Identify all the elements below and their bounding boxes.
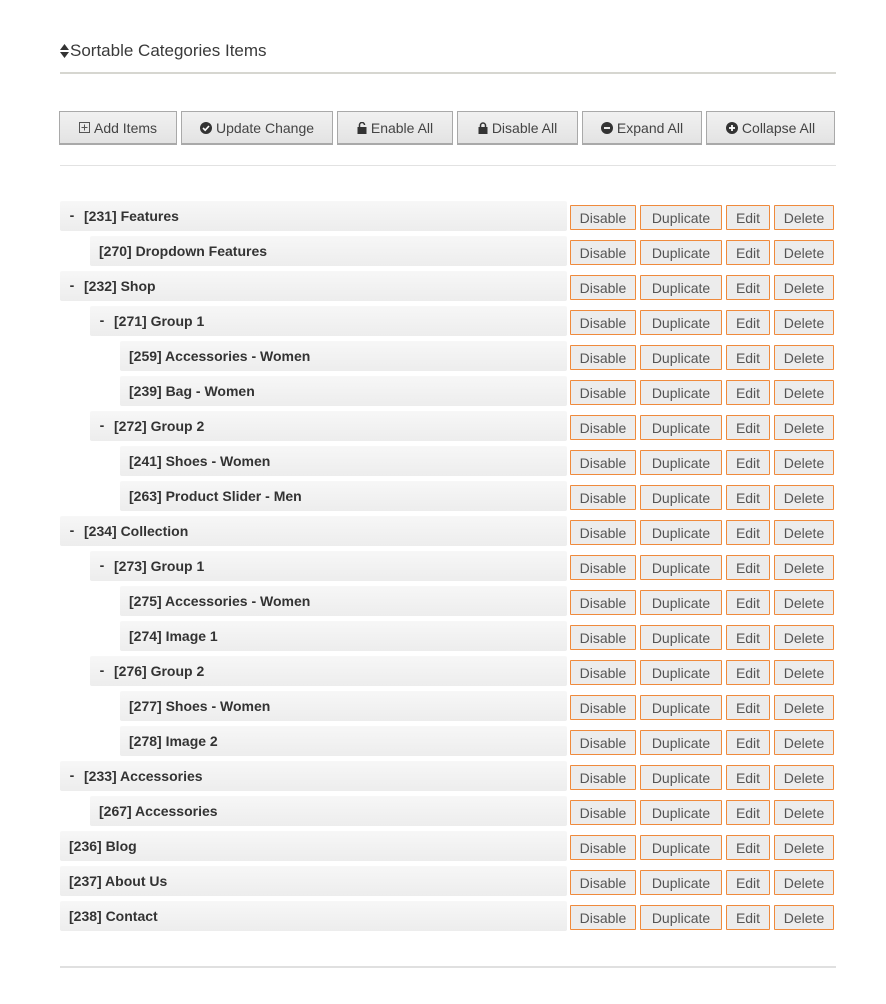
disable-button[interactable]: Disable — [570, 240, 636, 265]
tree-row-label: [276] Group 2 — [114, 663, 205, 679]
tree-row-label: [273] Group 1 — [114, 558, 205, 574]
tree-row[interactable] — [0, 656, 886, 686]
duplicate-button[interactable]: Duplicate — [640, 625, 722, 650]
delete-button[interactable]: Delete — [774, 555, 834, 580]
tree-row-label: [277] Shoes - Women — [129, 698, 271, 714]
disable-button[interactable]: Disable — [570, 590, 636, 615]
edit-button[interactable]: Edit — [726, 835, 770, 860]
disable-button[interactable]: Disable — [570, 310, 636, 335]
edit-button[interactable]: Edit — [726, 730, 770, 755]
sort-icon[interactable] — [60, 44, 69, 58]
disable-button[interactable]: Disable — [570, 485, 636, 510]
add-items-button[interactable] — [59, 111, 177, 145]
duplicate-button[interactable]: Duplicate — [640, 905, 722, 930]
expand-all-button[interactable] — [582, 111, 702, 145]
row-actions — [570, 345, 834, 370]
collapse-toggle-icon[interactable]: - — [69, 207, 75, 223]
edit-button[interactable]: Edit — [726, 590, 770, 615]
row-actions — [570, 660, 834, 685]
disable-button[interactable]: Disable — [570, 695, 636, 720]
disable-button[interactable]: Disable — [570, 730, 636, 755]
disable-button[interactable]: Disable — [570, 520, 636, 545]
row-actions — [570, 870, 834, 895]
duplicate-button[interactable]: Duplicate — [640, 695, 722, 720]
edit-button[interactable]: Edit — [726, 345, 770, 370]
delete-button[interactable]: Delete — [774, 730, 834, 755]
duplicate-button[interactable]: Duplicate — [640, 730, 722, 755]
row-actions — [570, 380, 834, 405]
edit-button[interactable]: Edit — [726, 660, 770, 685]
row-actions — [570, 240, 834, 265]
edit-button[interactable]: Edit — [726, 555, 770, 580]
tree-row[interactable] — [0, 376, 886, 406]
plus-square-icon — [79, 122, 94, 133]
delete-button[interactable]: Delete — [774, 485, 834, 510]
tree-row-label: [237] About Us — [69, 873, 168, 889]
minus-circle-icon — [601, 122, 617, 134]
duplicate-button[interactable]: Duplicate — [640, 800, 722, 825]
tree-row-label: [233] Accessories — [84, 768, 203, 784]
delete-button[interactable]: Delete — [774, 800, 834, 825]
tree-row-label: [241] Shoes - Women — [129, 453, 271, 469]
check-circle-icon — [200, 122, 216, 134]
tree-row-label: [239] Bag - Women — [129, 383, 255, 399]
plus-circle-icon — [726, 122, 742, 134]
tree-row-label: [275] Accessories - Women — [129, 593, 311, 609]
tree-row-label: [263] Product Slider - Men — [129, 488, 302, 504]
row-actions — [570, 800, 834, 825]
duplicate-button[interactable]: Duplicate — [640, 275, 722, 300]
edit-button[interactable]: Edit — [726, 205, 770, 230]
row-actions — [570, 625, 834, 650]
tree-row[interactable] — [0, 586, 886, 616]
edit-button[interactable]: Edit — [726, 380, 770, 405]
delete-button[interactable]: Delete — [774, 625, 834, 650]
tree-row-label: [231] Features — [84, 208, 179, 224]
unlock-icon — [357, 122, 371, 134]
toolbar-button-label: Collapse All — [741, 119, 816, 136]
tree-row-label: [232] Shop — [84, 278, 156, 294]
edit-button[interactable]: Edit — [726, 870, 770, 895]
tree-row[interactable] — [0, 236, 886, 266]
lock-icon — [478, 122, 492, 134]
delete-button[interactable]: Delete — [774, 380, 834, 405]
delete-button[interactable]: Delete — [774, 240, 834, 265]
delete-button[interactable]: Delete — [774, 660, 834, 685]
edit-button[interactable]: Edit — [726, 450, 770, 475]
edit-button[interactable]: Edit — [726, 520, 770, 545]
toolbar-button-label: Disable All — [491, 119, 558, 136]
row-actions — [570, 835, 834, 860]
row-actions — [570, 765, 834, 790]
disable-button[interactable]: Disable — [570, 450, 636, 475]
edit-button[interactable]: Edit — [726, 765, 770, 790]
row-actions — [570, 205, 834, 230]
tree-row[interactable] — [0, 691, 886, 721]
delete-button[interactable]: Delete — [774, 905, 834, 930]
collapse-toggle-icon[interactable]: - — [99, 557, 105, 573]
disable-button[interactable]: Disable — [570, 345, 636, 370]
delete-button[interactable]: Delete — [774, 415, 834, 440]
delete-button[interactable]: Delete — [774, 765, 834, 790]
duplicate-button[interactable]: Duplicate — [640, 240, 722, 265]
tree-row[interactable] — [0, 831, 886, 861]
toolbar-button-label: Expand All — [616, 119, 684, 136]
tree-row[interactable] — [0, 446, 886, 476]
tree-row[interactable] — [0, 551, 886, 581]
tree-row-label: [236] Blog — [69, 838, 137, 854]
delete-button[interactable]: Delete — [774, 205, 834, 230]
duplicate-button[interactable]: Duplicate — [640, 765, 722, 790]
delete-button[interactable]: Delete — [774, 345, 834, 370]
duplicate-button[interactable]: Duplicate — [640, 415, 722, 440]
delete-button[interactable]: Delete — [774, 870, 834, 895]
tree-row[interactable] — [0, 726, 886, 756]
tree-row[interactable] — [0, 866, 886, 896]
row-actions — [570, 590, 834, 615]
tree-row-label: [234] Collection — [84, 523, 189, 539]
disable-button[interactable]: Disable — [570, 835, 636, 860]
row-actions — [570, 555, 834, 580]
tree-row[interactable] — [0, 481, 886, 511]
tree-row[interactable] — [0, 411, 886, 441]
tree-row-label: [238] Contact — [69, 908, 158, 924]
row-actions — [570, 730, 834, 755]
duplicate-button[interactable]: Duplicate — [640, 660, 722, 685]
disable-button[interactable]: Disable — [570, 660, 636, 685]
toolbar-button-label: Enable All — [370, 119, 434, 136]
tree-row[interactable] — [0, 201, 886, 231]
row-actions — [570, 415, 834, 440]
row-actions — [570, 485, 834, 510]
delete-button[interactable]: Delete — [774, 275, 834, 300]
toolbar-button-label: Add Items — [93, 119, 158, 136]
tree-row[interactable] — [0, 516, 886, 546]
collapse-toggle-icon[interactable]: - — [99, 662, 105, 678]
edit-button[interactable]: Edit — [726, 415, 770, 440]
tree-row[interactable] — [0, 271, 886, 301]
row-actions — [570, 520, 834, 545]
section-header — [60, 40, 836, 74]
delete-button[interactable]: Delete — [774, 450, 834, 475]
duplicate-button[interactable]: Duplicate — [640, 380, 722, 405]
edit-button[interactable]: Edit — [726, 695, 770, 720]
delete-button[interactable]: Delete — [774, 835, 834, 860]
disable-button[interactable]: Disable — [570, 275, 636, 300]
page-title-text: Sortable Categories Items — [70, 41, 267, 60]
toolbar-button-label: Update Change — [215, 119, 315, 136]
edit-button[interactable]: Edit — [726, 625, 770, 650]
edit-button[interactable]: Edit — [726, 310, 770, 335]
tree-row-label: [267] Accessories — [99, 803, 218, 819]
delete-button[interactable]: Delete — [774, 590, 834, 615]
edit-button[interactable]: Edit — [726, 485, 770, 510]
delete-button[interactable]: Delete — [774, 520, 834, 545]
duplicate-button[interactable]: Duplicate — [640, 590, 722, 615]
duplicate-button[interactable]: Duplicate — [640, 835, 722, 860]
row-actions — [570, 310, 834, 335]
disable-button[interactable]: Disable — [570, 625, 636, 650]
duplicate-button[interactable]: Duplicate — [640, 555, 722, 580]
duplicate-button[interactable]: Duplicate — [640, 485, 722, 510]
toolbar-divider — [60, 165, 836, 166]
tree-row-label: [271] Group 1 — [114, 313, 205, 329]
bottom-divider — [60, 966, 836, 968]
disable-button[interactable]: Disable — [570, 800, 636, 825]
edit-button[interactable]: Edit — [726, 275, 770, 300]
tree-row-label: [274] Image 1 — [129, 628, 218, 644]
row-actions — [570, 275, 834, 300]
collapse-toggle-icon[interactable]: - — [69, 277, 75, 293]
tree-row[interactable] — [0, 306, 886, 336]
collapse-toggle-icon[interactable]: - — [99, 417, 105, 433]
row-actions — [570, 695, 834, 720]
collapse-toggle-icon[interactable]: - — [69, 522, 75, 538]
tree-row[interactable] — [0, 761, 886, 791]
tree-row[interactable] — [0, 341, 886, 371]
tree-row-label: [259] Accessories - Women — [129, 348, 311, 364]
row-actions — [570, 450, 834, 475]
update-change-button[interactable] — [181, 111, 333, 145]
tree-row-label: [278] Image 2 — [129, 733, 218, 749]
duplicate-button[interactable]: Duplicate — [640, 520, 722, 545]
edit-button[interactable]: Edit — [726, 800, 770, 825]
disable-button[interactable]: Disable — [570, 205, 636, 230]
row-actions — [570, 905, 834, 930]
duplicate-button[interactable]: Duplicate — [640, 450, 722, 475]
tree-row[interactable] — [0, 901, 886, 931]
disable-button[interactable]: Disable — [570, 905, 636, 930]
edit-button[interactable]: Edit — [726, 240, 770, 265]
tree-row-label: [270] Dropdown Features — [99, 243, 268, 259]
edit-button[interactable]: Edit — [726, 905, 770, 930]
delete-button[interactable]: Delete — [774, 310, 834, 335]
duplicate-button[interactable]: Duplicate — [640, 310, 722, 335]
collapse-toggle-icon[interactable]: - — [69, 767, 75, 783]
collapse-toggle-icon[interactable]: - — [99, 312, 105, 328]
tree-row[interactable] — [0, 621, 886, 651]
disable-button[interactable]: Disable — [570, 380, 636, 405]
disable-button[interactable]: Disable — [570, 555, 636, 580]
duplicate-button[interactable]: Duplicate — [640, 345, 722, 370]
disable-button[interactable]: Disable — [570, 415, 636, 440]
tree-row[interactable] — [0, 796, 886, 826]
delete-button[interactable]: Delete — [774, 695, 834, 720]
collapse-all-button[interactable] — [706, 111, 835, 145]
disable-button[interactable]: Disable — [570, 870, 636, 895]
tree-row-label: [272] Group 2 — [114, 418, 205, 434]
enable-all-button[interactable] — [337, 111, 453, 145]
toolbar — [59, 111, 839, 145]
duplicate-button[interactable]: Duplicate — [640, 870, 722, 895]
duplicate-button[interactable]: Duplicate — [640, 205, 722, 230]
disable-button[interactable]: Disable — [570, 765, 636, 790]
page-title — [60, 40, 836, 62]
disable-all-button[interactable] — [457, 111, 578, 145]
